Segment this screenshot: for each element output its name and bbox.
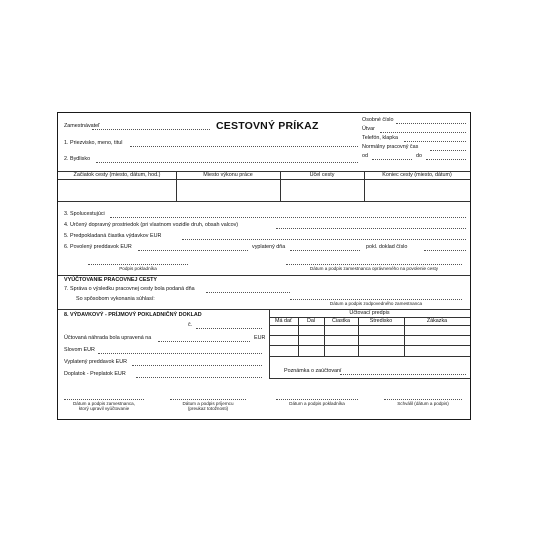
section7-heading: VYÚČTOVANIE PRACOVNEJ CESTY	[64, 277, 157, 283]
department-line[interactable]	[380, 132, 466, 133]
footer-caption-recipient-1: Dátum a podpis príjemcu	[182, 401, 234, 406]
advance-doc-label: pokl. doklad číslo	[366, 244, 408, 250]
footer-sign-line-4[interactable]	[384, 399, 462, 400]
trip-header-purpose: Účel cesty	[309, 172, 335, 178]
work-time-from-line[interactable]	[372, 159, 412, 160]
advance-doc-line[interactable]	[424, 250, 466, 251]
footer-caption-settler-2: ktorý upravil vyúčtovanie	[78, 406, 130, 411]
authorizer-signature-caption: Dátum a podpis zamestnanca oprávneného na povolenie cesty	[309, 266, 439, 271]
settled-amount-currency: EUR	[254, 335, 266, 341]
name-line[interactable]	[130, 146, 358, 147]
field-companions-label: 3. Spolucestujúci	[64, 211, 105, 217]
field-expected-costs-label: 5. Predpokladaná čiastka výdavkov EUR	[64, 233, 162, 239]
trip-header-end: Koniec cesty (miesto, dátum)	[382, 172, 452, 178]
work-time-to-label: do	[416, 153, 422, 159]
accounting-header-center: Stredisko	[369, 318, 393, 324]
transport-line[interactable]	[276, 228, 466, 229]
employer-label: Zamestnávateľ	[64, 123, 100, 129]
accounting-title: Účtovací predpis	[349, 310, 390, 316]
doc-number-label: č.	[188, 322, 193, 328]
cashier-signature-line[interactable]	[88, 264, 188, 265]
paid-advance-label: Vyplatený preddavok EUR	[64, 359, 128, 365]
field-advance-label: 6. Povolený preddavok EUR	[64, 244, 132, 250]
trip-header-workplace: Miesto výkonu práce	[203, 172, 253, 178]
accounting-row-divider	[269, 356, 470, 357]
report-submitted-line[interactable]	[206, 292, 290, 293]
accounting-row-divider	[269, 335, 470, 336]
field-personal-number-label: Osobné číslo	[362, 117, 394, 123]
employer-line[interactable]	[92, 129, 210, 130]
section7-divider	[58, 275, 470, 276]
section8-heading: 8. VÝDAVKOVÝ - PRÍJMOVÝ POKLADNIČNÝ DOKLAD	[64, 312, 202, 318]
companions-line[interactable]	[110, 217, 466, 218]
accounting-header-order: Zákazka	[426, 318, 448, 324]
trip-workplace-cell[interactable]	[177, 180, 279, 200]
field-name-label: 1. Priezvisko, meno, titul	[64, 140, 123, 146]
accounting-header-debit: Má dať	[274, 318, 292, 324]
advance-line[interactable]	[138, 250, 248, 251]
phone-line[interactable]	[404, 141, 466, 142]
field-department-label: Útvar	[362, 126, 375, 132]
trip-start-cell[interactable]	[59, 180, 175, 200]
accounting-header-divider	[269, 325, 470, 326]
settled-amount-line[interactable]	[158, 341, 250, 342]
field-transport-label: 4. Určený dopravný prostriedok (pri vlastnom vozidle druh, obsah valcov)	[64, 222, 239, 228]
accounting-note-label: Poznámka o zaúčtovaní	[284, 368, 342, 374]
amount-words-line[interactable]	[98, 353, 262, 354]
paid-advance-line[interactable]	[132, 365, 262, 366]
form-title: CESTOVNÝ PRÍKAZ	[216, 120, 319, 132]
footer-caption-settler-1: Dátum a podpis zamestnanca,	[72, 401, 136, 406]
field-work-time-label: Normálny pracovný čas	[362, 144, 419, 150]
expected-costs-line[interactable]	[182, 239, 466, 240]
accounting-note-line[interactable]	[340, 374, 466, 375]
cashier-signature-caption: Podpis pokladníka	[119, 266, 157, 271]
advance-paid-line[interactable]	[290, 250, 360, 251]
trip-header-start: Začiatok cesty (miesto, dátum, hod.)	[73, 172, 161, 178]
accounting-header-credit: Dal	[306, 318, 316, 324]
address-line[interactable]	[96, 162, 358, 163]
trip-end-cell[interactable]	[365, 180, 469, 200]
footer-caption-cashier: Dátum a podpis pokladníka	[289, 401, 345, 406]
trip-table-bottom	[58, 201, 470, 202]
work-time-from-label: od	[362, 153, 368, 159]
footer-sign-line-1[interactable]	[64, 399, 144, 400]
footer-sign-line-3[interactable]	[276, 399, 358, 400]
responsible-signature-caption: Dátum a podpis zodpovedného zamestnanca	[329, 301, 423, 306]
settled-amount-label: Účtovaná náhrada bola upravená na	[64, 335, 152, 341]
accounting-row-divider	[269, 345, 470, 346]
field-address-label: 2. Bydlisko	[64, 156, 91, 162]
approval-method-label: So spôsobom vykonania súhlasí:	[76, 296, 155, 302]
amount-words-label: Slovom EUR	[64, 347, 95, 353]
personal-number-line[interactable]	[396, 123, 466, 124]
balance-label: Doplatok - Preplatok EUR	[64, 371, 126, 377]
travel-order-form	[57, 112, 471, 420]
accounting-header-amount: Čiastka	[332, 318, 350, 324]
footer-caption-approved: Schválil (dátum a podpis)	[397, 401, 449, 406]
doc-number-line[interactable]	[196, 328, 262, 329]
report-submitted-label: 7. Správa o výsledku pracovnej cesty bola podaná dňa	[64, 286, 195, 292]
footer-caption-recipient-2: (preukaz totožnosti)	[187, 406, 229, 411]
authorizer-signature-line[interactable]	[286, 264, 462, 265]
footer-sign-line-2[interactable]	[170, 399, 246, 400]
responsible-signature-line[interactable]	[290, 299, 462, 300]
balance-line[interactable]	[136, 377, 262, 378]
advance-paid-label: vyplatený dňa	[252, 244, 286, 250]
work-time-to-line[interactable]	[426, 159, 466, 160]
trip-purpose-cell[interactable]	[281, 180, 363, 200]
work-time-line[interactable]	[430, 150, 466, 151]
field-phone-label: Telefón, klapka	[362, 135, 398, 141]
